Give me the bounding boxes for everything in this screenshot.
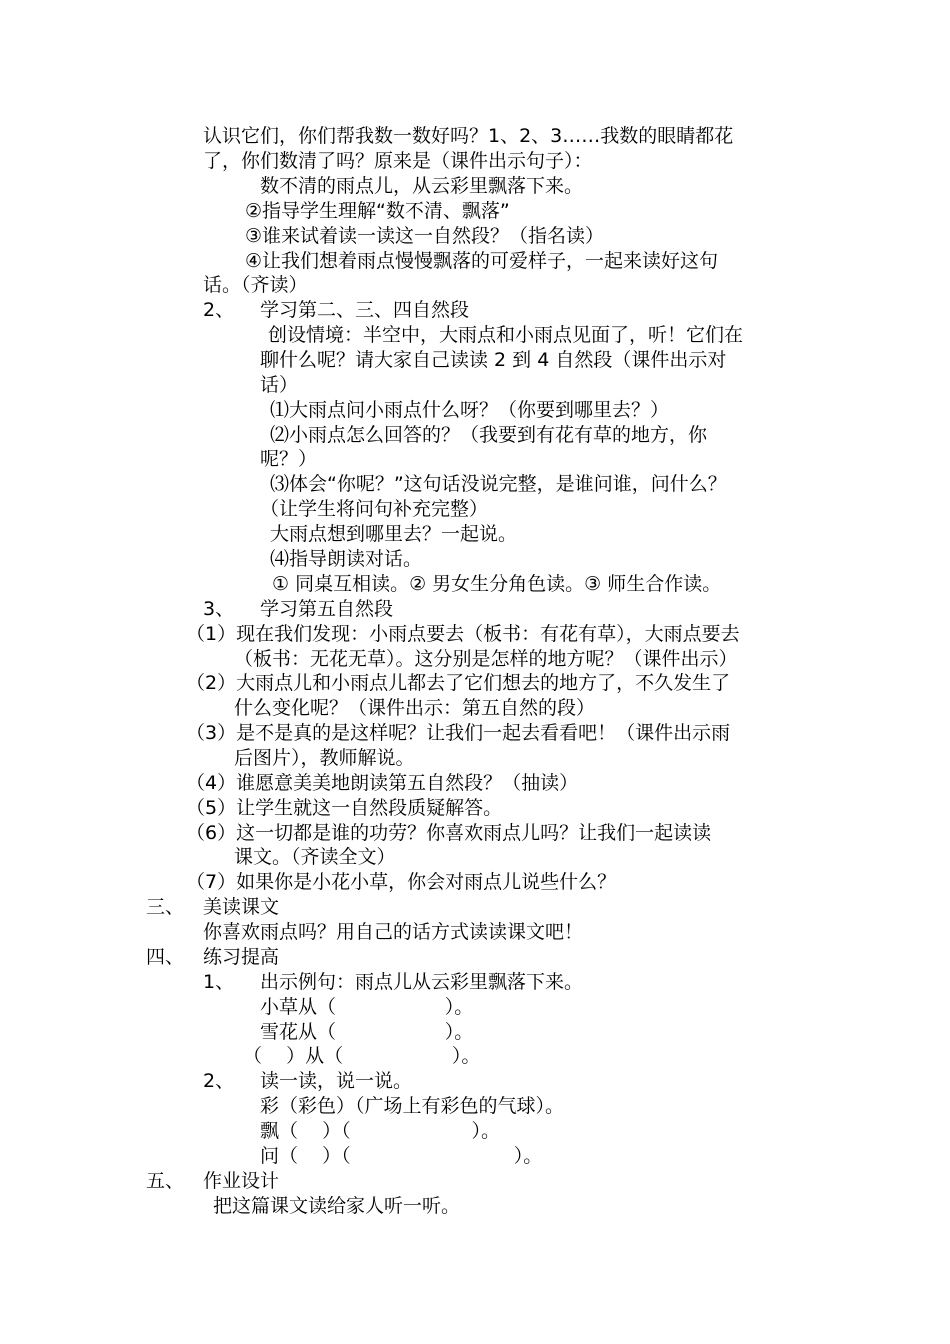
text-line: 数不清的雨点儿，从云彩里飘落下来。	[260, 175, 584, 197]
text-line: （3）是不是真的是这样呢？让我们一起去看看吧！（课件出示雨	[186, 722, 731, 744]
list-number: 2、	[203, 299, 235, 321]
text-line: （5）让学生就这一自然段质疑解答。	[186, 797, 503, 819]
section-heading: 作业设计	[203, 1170, 280, 1192]
text-line: ⑵小雨点怎么回答的？（我要到有花有草的地方，你	[270, 424, 708, 446]
text-line: ③谁来试着读一读这一自然段？（指名读）	[245, 225, 605, 247]
text-line: 雪花从（ ）。	[260, 1021, 474, 1043]
list-number: 3、	[203, 598, 235, 620]
section-heading: 学习第五自然段	[260, 598, 394, 620]
section-heading: 学习第二、三、四自然段	[260, 299, 470, 321]
text-line: 出示例句：雨点儿从云彩里飘落下来。	[260, 971, 584, 993]
section-heading: 练习提高	[203, 946, 280, 968]
text-line: 了，你们数清了吗？原来是（课件出示句子）：	[203, 150, 593, 172]
text-line: 创设情境：半空中，大雨点和小雨点见面了，听！它们在	[268, 324, 744, 346]
text-line: （4）谁愿意美美地朗读第五自然段？（抽读）	[186, 772, 579, 794]
text-line: （板书：无花无草）。这分别是怎样的地方呢？（课件出示）	[234, 648, 738, 670]
text-line: 彩（彩色）（广场上有彩色的气球）。	[260, 1095, 565, 1117]
text-line: 认识它们，你们帮我数一数好吗？1、2、3……我数的眼睛都花	[203, 125, 734, 147]
text-line: 话）	[260, 374, 299, 396]
text-line: （6）这一切都是谁的功劳？你喜欢雨点儿吗？让我们一起读读	[186, 822, 712, 844]
text-line: 后图片），教师解说。	[234, 747, 415, 769]
text-line: 读一读，说一说。	[260, 1070, 413, 1092]
text-line: ⑶体会“你呢？”这句话没说完整，是谁问谁，问什么？	[270, 473, 727, 495]
text-line: （1）现在我们发现：小雨点要去（板书：有花有草），大雨点要去	[186, 623, 740, 645]
text-line: ②指导学生理解“数不清、飘落”	[245, 200, 510, 222]
text-line: 什么变化呢？（课件出示：第五自然的段）	[234, 697, 596, 719]
list-number: 2、	[203, 1070, 235, 1092]
text-line: 你喜欢雨点吗？用自己的话方式读读课文吧！	[203, 921, 584, 943]
text-line: ⑴大雨点问小雨点什么呀？（你要到哪里去？）	[270, 399, 670, 421]
text-line: 聊什么呢？请大家自己读读 2 到 4 自然段（课件出示对	[260, 349, 727, 371]
text-line: （7）如果你是小花小草，你会对雨点儿说些什么？	[186, 871, 617, 893]
list-number: 五、	[146, 1170, 185, 1192]
text-line: 问（ ）（ ）。	[260, 1145, 543, 1167]
list-number: 1、	[203, 971, 235, 993]
text-line: 课文。（齐读全文）	[234, 846, 396, 868]
text-line: 把这篇课文读给家人听一听。	[213, 1195, 461, 1217]
text-line: （ ）从（ ）。	[243, 1045, 481, 1067]
list-number: 三、	[146, 896, 185, 918]
text-line: ④让我们想着雨点慢慢飘落的可爱样子，一起来读好这句	[245, 250, 719, 272]
section-heading: 美读课文	[203, 896, 280, 918]
text-line: ① 同桌互相读。② 男女生分角色读。③ 师生合作读。	[272, 573, 722, 595]
list-number: 四、	[146, 946, 185, 968]
text-line: 小草从（ ）。	[260, 996, 474, 1018]
text-line: 呢？）	[260, 448, 318, 470]
text-line: 话。（齐读）	[203, 274, 308, 296]
text-line: 飘（ ）（ ）。	[260, 1120, 500, 1142]
text-line: （2）大雨点儿和小雨点儿都去了它们想去的地方了，不久发生了	[186, 672, 731, 694]
text-line: 大雨点想到哪里去？一起说。	[270, 523, 518, 545]
text-line: ⑷指导朗读对话。	[270, 548, 423, 570]
text-line: （让学生将问句补充完整）	[260, 498, 489, 520]
